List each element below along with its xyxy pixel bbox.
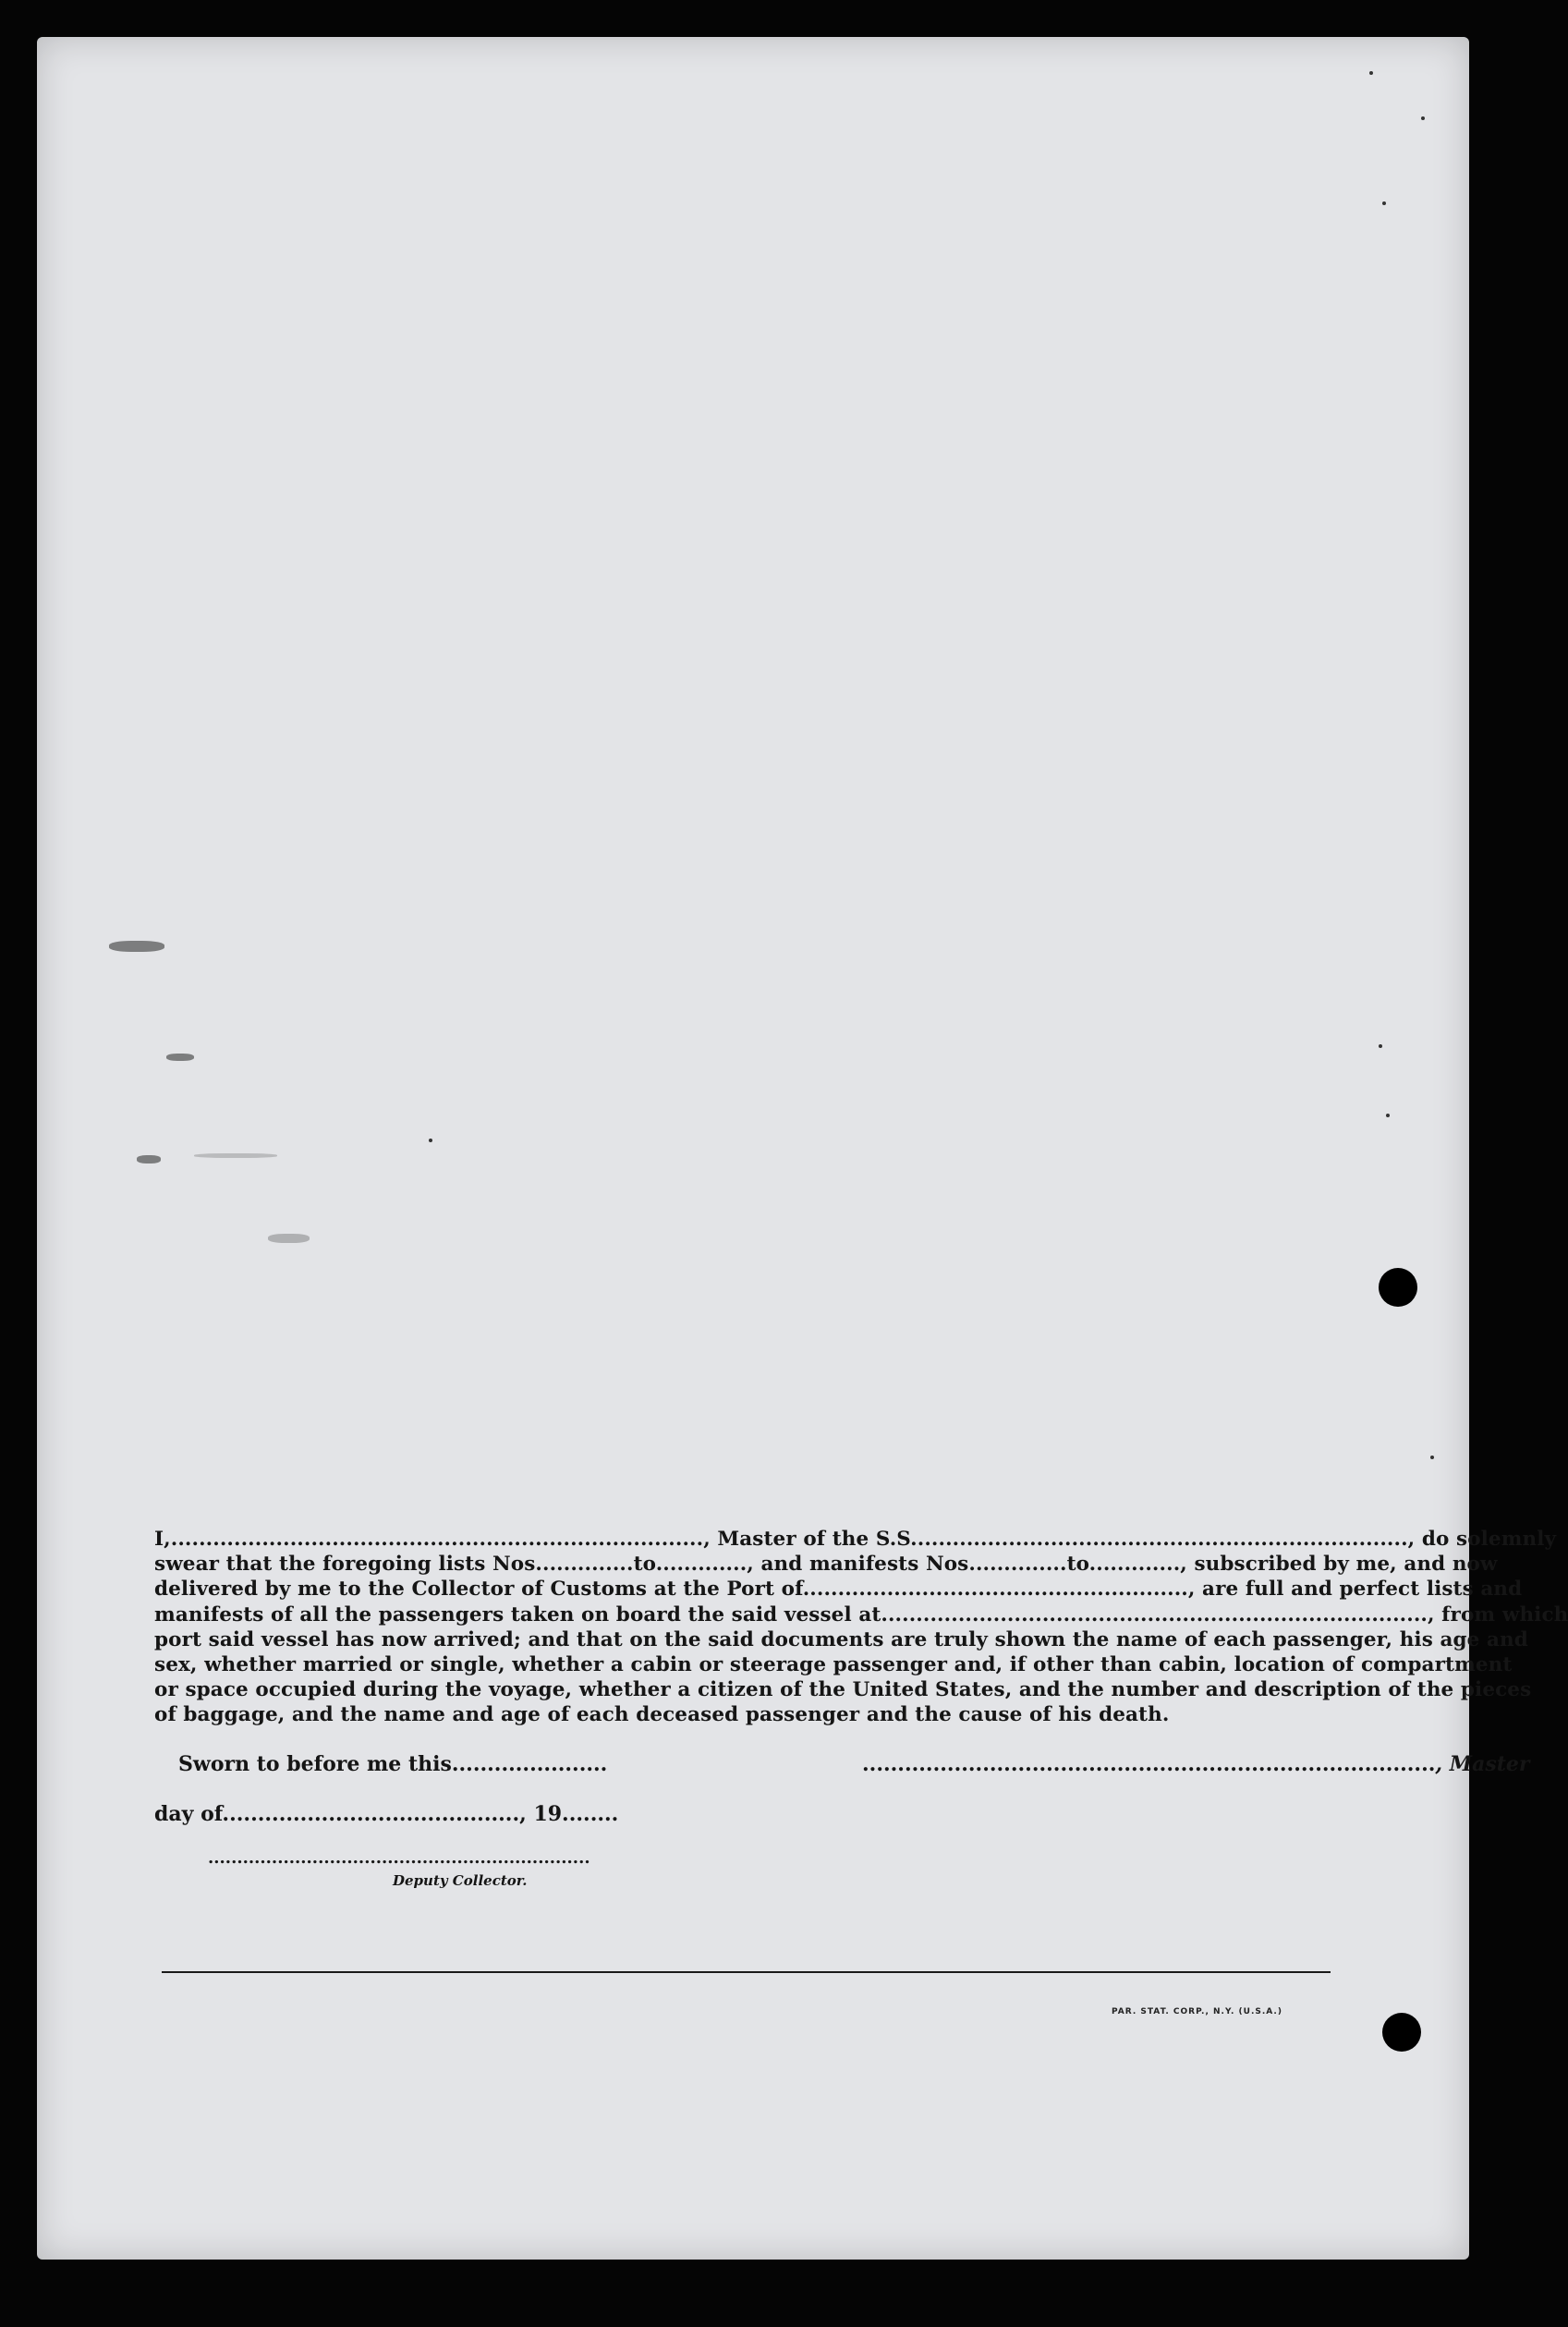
deputy-signature-dots: .................................................................. [208,1848,590,1868]
master-dots: ................................................................................. [862,1752,1436,1776]
bottom-rule [162,1971,1331,1973]
oath-line: port said vessel has now arrived; and that on the said documents are truly shown the name of each passenger, his age and [154,1627,1528,1651]
punch-hole [1382,2013,1421,2052]
oath-line: swear that the foregoing lists Nos..............to............., and manifests Nos..............to............., subscribed by me, and now [154,1553,1498,1577]
ink-smudge [194,1153,277,1158]
speck [1369,71,1373,75]
oath-paragraph [154,1527,1568,1728]
speck [1382,201,1386,205]
sworn-line: Sworn to before me this...................... [178,1752,608,1776]
master-signature-line [862,1752,1529,1776]
oath-line: manifests of all the passengers taken on board the said vessel at.............................................................................., from which [154,1602,1568,1626]
oath-line: I,............................................................................, Master of the S.S......................................................................., do solemnly [154,1528,1557,1551]
punch-hole [1379,1268,1417,1307]
oath-line: sex, whether married or single, whether a cabin or steerage passenger and, if other than cabin, location of compartment [154,1653,1513,1677]
ink-smudge [109,941,164,952]
printer-imprint: PAR. STAT. CORP., N.Y. (U.S.A.) [1112,2007,1282,2016]
speck [429,1139,432,1142]
master-label: , Master [1435,1752,1530,1776]
ink-smudge [137,1155,161,1164]
oath-line: of baggage, and the name and age of each deceased passenger and the cause of his death. [154,1703,1170,1727]
ink-smudge [166,1054,194,1061]
speck [1379,1044,1382,1048]
oath-line: delivered by me to the Collector of Customs at the Port of......................................................., are full and perfect lists and [154,1578,1523,1602]
speck [1430,1456,1434,1459]
speck [1421,116,1425,120]
oath-line: or space occupied during the voyage, whether a citizen of the United States, and the number and description of the pieces [154,1678,1532,1702]
ink-smudge [268,1234,310,1243]
deputy-collector-label: Deputy Collector. [393,1872,528,1889]
speck [1386,1114,1390,1117]
day-line: day of.........................................., 19........ [154,1802,619,1826]
